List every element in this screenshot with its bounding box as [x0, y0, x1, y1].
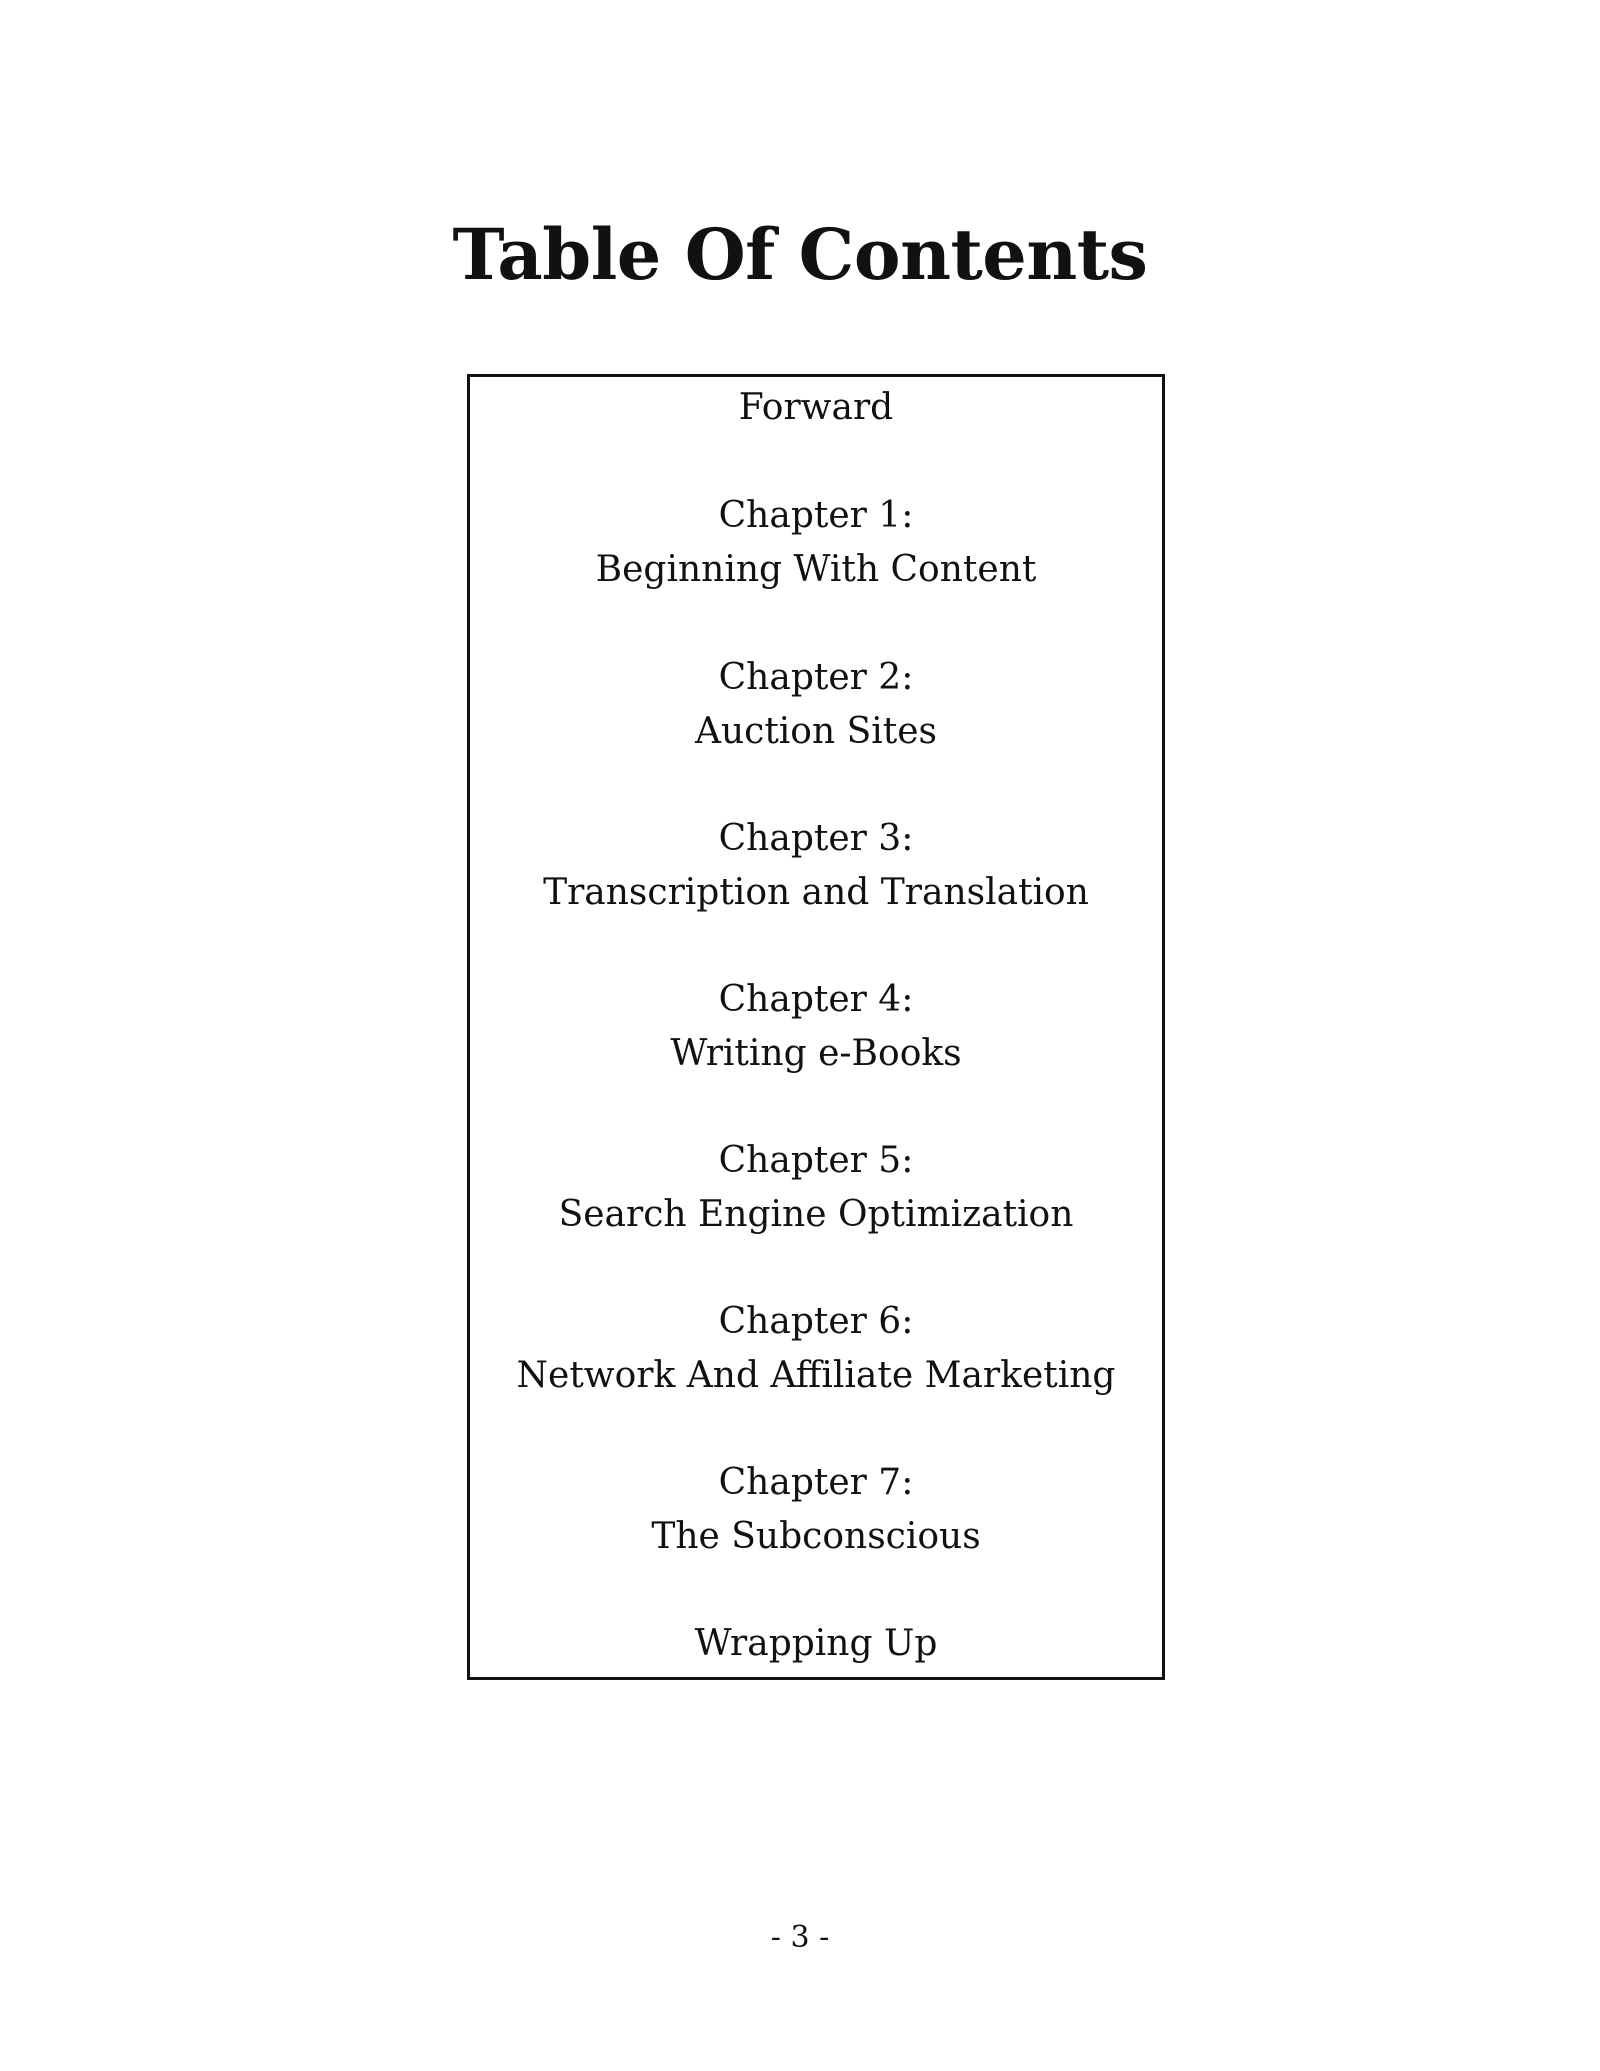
toc-chapter-4-title: Writing e-Books: [670, 1033, 962, 1074]
toc-chapter-3-title: Transcription and Translation: [543, 872, 1089, 913]
toc-chapter-2-number: Chapter 2:: [718, 657, 914, 698]
page-number: - 3 -: [770, 1920, 830, 1955]
toc-entry-wrapping-up: Wrapping Up: [694, 1623, 938, 1664]
toc-chapter-5-number: Chapter 5:: [718, 1140, 914, 1181]
toc-box: [467, 374, 1165, 1680]
toc-chapter-6-title: Network And Affiliate Marketing: [516, 1355, 1116, 1396]
toc-chapter-3-number: Chapter 3:: [718, 818, 914, 859]
toc-chapter-5-title: Search Engine Optimization: [558, 1194, 1074, 1235]
toc-entry-forward: Forward: [738, 387, 894, 428]
toc-chapter-7-title: The Subconscious: [651, 1516, 981, 1557]
toc-chapter-2-title: Auction Sites: [694, 711, 938, 752]
toc-chapter-4-number: Chapter 4:: [718, 979, 914, 1020]
toc-chapter-6-number: Chapter 6:: [718, 1301, 914, 1342]
toc-chapter-7-number: Chapter 7:: [718, 1462, 914, 1503]
toc-chapter-1-number: Chapter 1:: [718, 495, 914, 536]
toc-chapter-1-title: Beginning With Content: [595, 549, 1037, 590]
page-title: Table Of Contents: [452, 213, 1148, 296]
